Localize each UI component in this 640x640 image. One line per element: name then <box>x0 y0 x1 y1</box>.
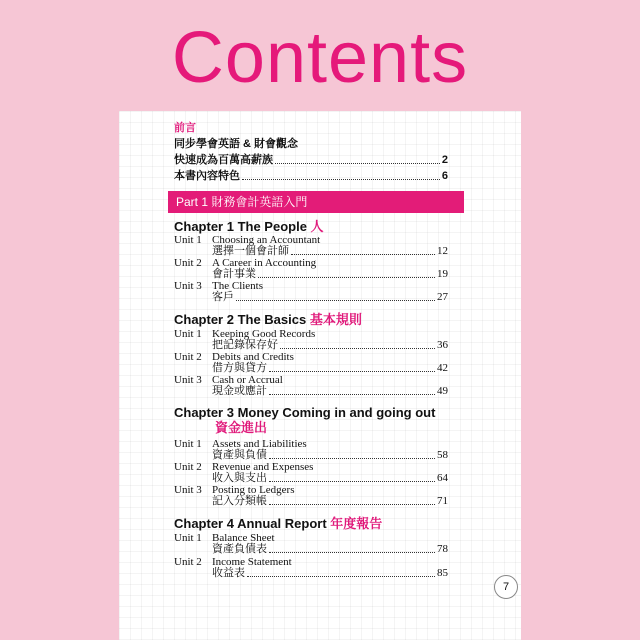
unit-title-en: Keeping Good Records <box>212 328 316 340</box>
toc-entry-preface-1[interactable] <box>174 137 448 151</box>
leader-dots <box>236 300 435 301</box>
unit-title-zh: 資產與負債 <box>212 449 267 461</box>
toc-page-number: 19 <box>437 268 448 280</box>
unit-row-zh[interactable] <box>212 385 448 398</box>
left-margin-band <box>0 0 119 640</box>
toc-page-number: 42 <box>437 362 448 374</box>
unit-number: Unit 2 <box>174 351 202 363</box>
unit-row-zh[interactable] <box>212 291 448 304</box>
toc-entry-text: 快速成為百萬高薪族 <box>174 154 273 166</box>
leader-dots <box>247 576 435 577</box>
leader-dots <box>258 277 435 278</box>
unit-title-zh: 資產負債表 <box>212 543 267 555</box>
unit-title-zh: 會計事業 <box>212 268 256 280</box>
unit-title-zh: 收入與支出 <box>212 472 267 484</box>
chapter-3-title[interactable] <box>174 405 435 421</box>
chapter-title-en: Chapter 4 Annual Report <box>174 516 327 531</box>
toc-entry-text: 同步學會英語 & 財會觀念 <box>174 138 299 150</box>
unit-title-en: Income Statement <box>212 556 292 568</box>
unit-title-zh: 客戶 <box>212 291 234 303</box>
chapter-title-zh: 人 <box>310 219 324 234</box>
unit-title-en: Revenue and Expenses <box>212 461 314 473</box>
unit-title-en: The Clients <box>212 280 264 292</box>
toc-page-number: 58 <box>437 449 448 461</box>
unit-title-zh: 記入分類帳 <box>212 495 267 507</box>
leader-dots <box>269 481 435 482</box>
toc-entry-preface-2[interactable] <box>174 153 448 167</box>
chapter-title-zh: 年度報告 <box>330 516 383 531</box>
chapter-4-title[interactable] <box>174 516 382 532</box>
leader-dots <box>269 394 435 395</box>
part-label: Part 1 財務會計英語入門 <box>176 195 308 209</box>
leader-dots <box>280 348 435 349</box>
page-title: Contents <box>171 18 469 98</box>
toc-page-number: 36 <box>437 339 448 351</box>
chapter-1-title[interactable] <box>174 219 324 235</box>
unit-title-zh: 把記錄保存好 <box>212 339 278 351</box>
chapter-3-title-zh: 資金進出 <box>215 420 268 435</box>
right-margin-band <box>521 0 640 640</box>
leader-dots <box>269 371 435 372</box>
chapter-title-zh: 基本規則 <box>309 312 362 327</box>
toc-page-number: 49 <box>437 385 448 397</box>
toc-page-number: 85 <box>437 567 448 579</box>
unit-row-zh[interactable] <box>212 567 448 580</box>
unit-title-en: Assets and Liabilities <box>212 438 307 450</box>
leader-dots <box>269 458 435 459</box>
chapter-title-en: Chapter 2 The Basics <box>174 312 307 327</box>
unit-title-en: Choosing an Accountant <box>212 234 321 246</box>
chapter-2-title[interactable] <box>174 312 362 328</box>
unit-number: Unit 2 <box>174 556 202 568</box>
leader-dots <box>291 254 435 255</box>
unit-number: Unit 1 <box>174 328 202 340</box>
unit-title-zh: 現金或應計 <box>212 385 267 397</box>
unit-number: Unit 1 <box>174 438 202 450</box>
unit-title-en: Balance Sheet <box>212 532 275 544</box>
unit-number: Unit 3 <box>174 280 202 292</box>
unit-title-en: Cash or Accrual <box>212 374 283 386</box>
toc-entry-text: 本書內容特色 <box>174 170 240 182</box>
toc-page-number: 64 <box>437 472 448 484</box>
unit-number: Unit 1 <box>174 532 202 544</box>
unit-title-zh: 借方與貸方 <box>212 362 267 374</box>
unit-number: Unit 3 <box>174 374 202 386</box>
toc-page-number: 12 <box>437 245 448 257</box>
unit-number: Unit 3 <box>174 484 202 496</box>
unit-number: Unit 2 <box>174 257 202 269</box>
toc-page-number: 78 <box>437 543 448 555</box>
leader-dots <box>269 504 435 505</box>
toc-page-number: 6 <box>441 170 448 182</box>
unit-row-zh[interactable] <box>212 495 448 508</box>
page-number-badge: 7 <box>494 575 518 599</box>
unit-title-zh: 選擇一個會計師 <box>212 245 289 257</box>
chapter-title-en: Chapter 1 The People <box>174 219 307 234</box>
preface-heading: 前言 <box>174 122 196 134</box>
unit-title-zh: 收益表 <box>212 567 245 579</box>
chapter-title-en: Chapter 3 Money Coming in and going out <box>174 405 436 420</box>
toc-page-number: 2 <box>441 154 448 166</box>
unit-row-zh[interactable] <box>212 543 448 556</box>
unit-title-en: Posting to Ledgers <box>212 484 295 496</box>
leader-dots <box>275 163 440 164</box>
unit-number: Unit 1 <box>174 234 202 246</box>
unit-title-en: A Career in Accounting <box>212 257 317 269</box>
unit-number: Unit 2 <box>174 461 202 473</box>
leader-dots <box>269 552 435 553</box>
toc-page-number: 27 <box>437 291 448 303</box>
toc-entry-preface-3[interactable] <box>174 169 448 183</box>
leader-dots <box>242 179 440 180</box>
part-banner <box>168 191 464 213</box>
unit-title-en: Debits and Credits <box>212 351 294 363</box>
toc-page-number: 71 <box>437 495 448 507</box>
